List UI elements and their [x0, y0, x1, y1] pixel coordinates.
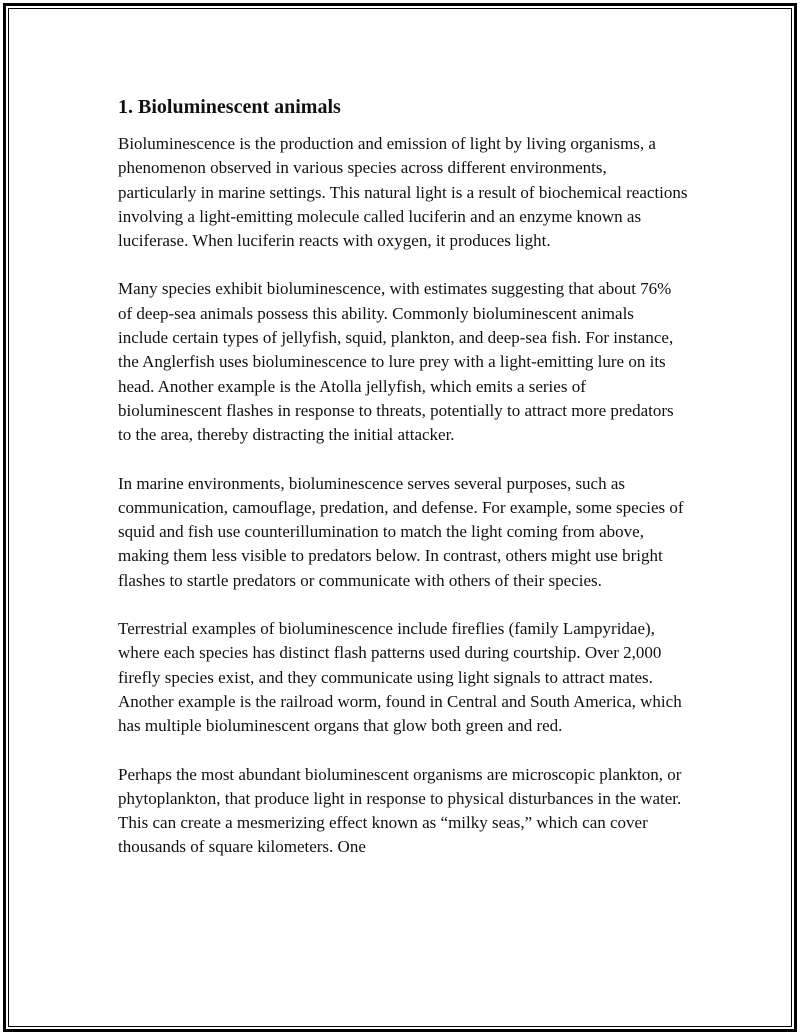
document-body	[118, 94, 688, 884]
section-heading: 1. Bioluminescent animals	[118, 96, 341, 118]
paragraph-plankton: Perhaps the most abundant bioluminescent organisms are microscopic plankton, or phytoplankton, that produce light in response to physical disturbances in the water. This can create a mesmerizing effect known as “milky seas,” which can cover thousands of square kilometers. One	[118, 764, 682, 857]
paragraph-terrestrial: Terrestrial examples of bioluminescence include fireflies (family Lampyridae), where each species has distinct flash patterns used during courtship. Over 2,000 firefly species exist, and they communicate using light signals to attract mates. Another example is the railroad worm, found in Central and South America, which has multiple bioluminescent organs that glow both green and red.	[118, 619, 682, 736]
paragraph-marine: In marine environments, bioluminescence serves several purposes, such as communication, camouflage, predation, and defense. For example, some species of squid and fish use counterillumination to match the light coming from above, making them less visible to predators below. In contrast, others might use bright flashes to startle predators or communicate with others of their species.	[118, 473, 684, 590]
paragraph-intro: Bioluminescence is the production and emission of light by living organisms, a phenomenon observed in various species across different environments, particularly in marine settings. This natural light is a result of biochemical reactions involving a light-emitting molecule called luciferin and an enzyme known as luciferase. When luciferin reacts with oxygen, it produces light.	[118, 134, 688, 251]
paragraph-species: Many species exhibit bioluminescence, with estimates suggesting that about 76% of deep-sea animals possess this ability. Commonly bioluminescent animals include certain types of jellyfish, squid, plankton, and deep-sea fish. For instance, the Anglerfish uses bioluminescence to lure prey with a light-emitting lure on its head. Another example is the Atolla jellyfish, which emits a series of bioluminescent flashes in response to threats, potentially to attract more predators to the area, thereby distracting the initial attacker.	[118, 279, 674, 445]
